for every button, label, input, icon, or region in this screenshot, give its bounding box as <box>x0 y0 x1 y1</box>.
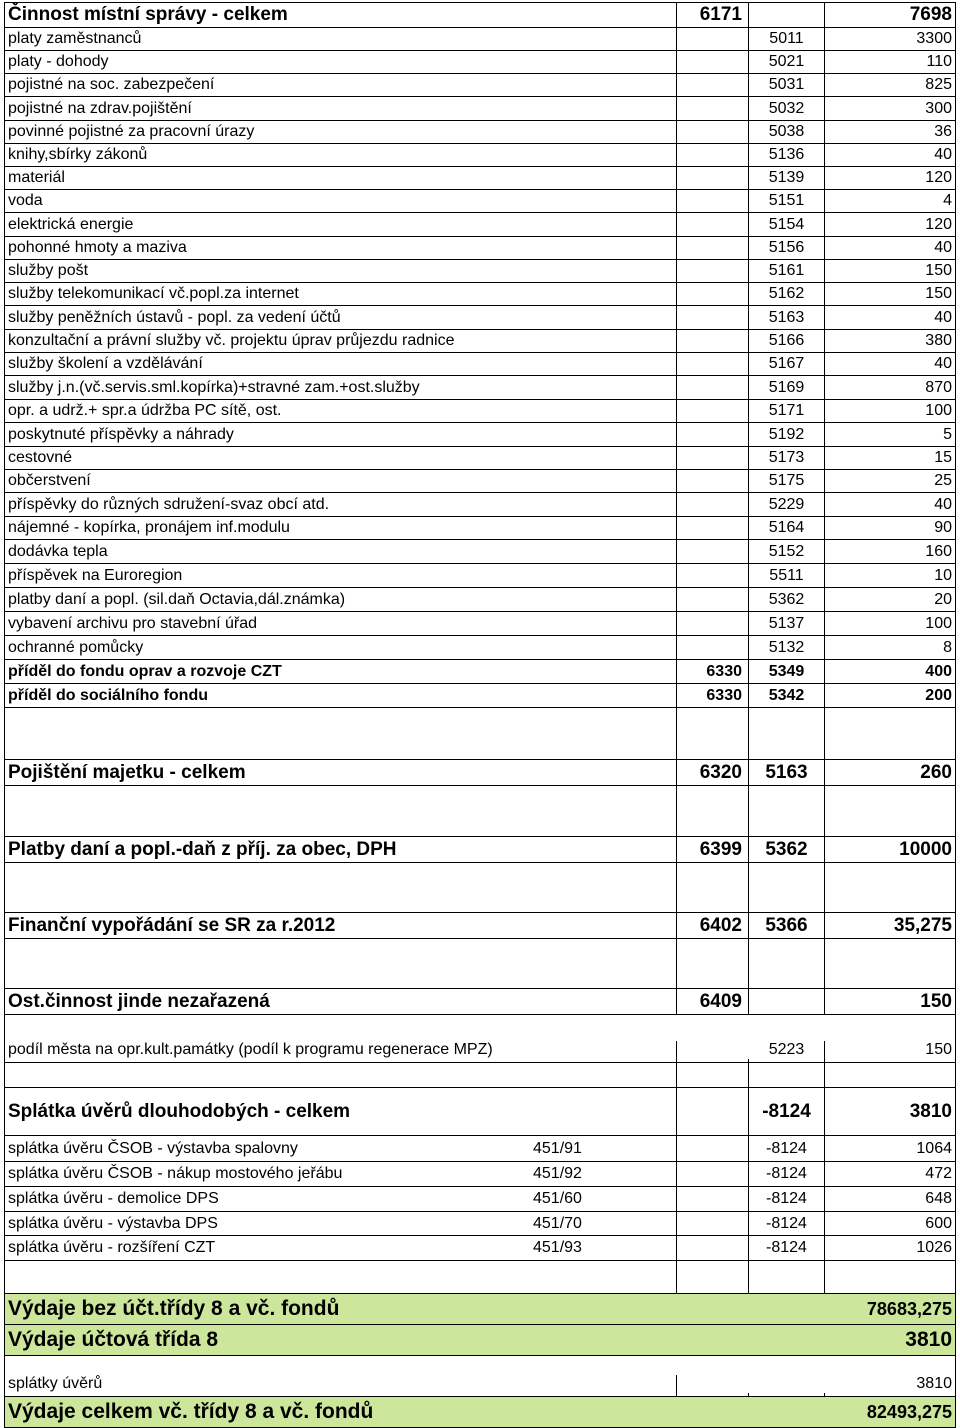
loan-account-number: 451/91 <box>533 1139 582 1157</box>
table-row <box>4 1136 956 1162</box>
row-label: služby pošt <box>5 260 677 282</box>
table-row <box>4 660 956 684</box>
row-label: vybavení archivu pro stavební úřad <box>5 612 677 635</box>
row-value: 90 <box>934 519 952 536</box>
row-item-code: 5021 <box>749 51 825 73</box>
row-item-code: 5038 <box>749 121 825 143</box>
row-item-code: 5171 <box>749 400 825 422</box>
row-value: 20 <box>934 590 952 608</box>
table-row <box>4 470 956 493</box>
row-label: konzultační a právní služby vč. projektu úprav průjezdu radnice <box>5 330 677 352</box>
row-label: příděl do fondu oprav a rozvoje CZT <box>5 660 677 683</box>
row-item-code: 5152 <box>749 540 825 563</box>
row-label <box>5 708 677 759</box>
row-section-code: 6330 <box>677 660 749 683</box>
row-label: opr. a udrž.+ spr.a údržba PC sítě, ost. <box>5 400 677 422</box>
blank-row <box>4 1261 956 1294</box>
row-value: 150 <box>925 262 952 279</box>
row-section-code <box>677 493 749 516</box>
row-label: povinné pojistné za pracovní úrazy <box>5 121 677 143</box>
row-section-code <box>677 1325 749 1355</box>
row-label: platy - dohody <box>5 51 677 73</box>
row-label: materiál <box>5 167 677 189</box>
table-row <box>4 1397 956 1428</box>
row-item-code: 5192 <box>749 423 825 446</box>
row-label: Platby daní a popl.-daň z příj. za obec, DPH <box>5 837 677 862</box>
row-value: 8 <box>943 638 952 656</box>
row-value: 40 <box>934 239 952 256</box>
row-section-code <box>677 636 749 659</box>
table-row <box>4 1236 956 1261</box>
row-section-code <box>677 144 749 166</box>
row-value <box>825 1063 955 1087</box>
row-item-code: -8124 <box>749 1088 825 1135</box>
row-item-code: 5011 <box>749 28 825 50</box>
row-value: 150 <box>925 1041 952 1058</box>
table-row <box>4 564 956 588</box>
row-value: 648 <box>925 1190 952 1207</box>
table-row <box>4 1356 956 1397</box>
row-item-code <box>749 708 825 759</box>
row-label: služby peněžních ústavů - popl. za vedení účtů <box>5 306 677 329</box>
row-label: pohonné hmoty a maziva <box>5 237 677 259</box>
row-section-code <box>677 353 749 375</box>
row-section-code <box>677 1236 749 1260</box>
row-item-code <box>749 3 825 27</box>
row-label: Ost.činnost jinde nezařazená <box>5 989 677 1014</box>
row-item-code <box>749 1261 825 1293</box>
row-item-code: 5175 <box>749 470 825 492</box>
row-label: Pojištění majetku - celkem <box>5 760 677 785</box>
table-row <box>4 1212 956 1236</box>
loan-account-number: 451/70 <box>533 1214 582 1232</box>
row-value: 110 <box>926 53 952 70</box>
row-value: 40 <box>934 495 952 513</box>
table-row <box>4 517 956 540</box>
table-row <box>4 612 956 636</box>
row-item-code <box>749 1397 825 1427</box>
row-label: splátka úvěru ČSOB - výstavba spalovny <box>5 1136 677 1161</box>
row-value: 25 <box>934 472 952 489</box>
row-item-code <box>749 939 825 988</box>
table-row <box>4 213 956 237</box>
row-value: 3300 <box>916 30 952 47</box>
row-value: 35,275 <box>893 914 952 936</box>
row-item-code: 5136 <box>749 144 825 166</box>
row-section-code <box>677 1261 749 1293</box>
row-section-code <box>677 708 749 759</box>
row-item-code: 5511 <box>749 564 825 587</box>
row-value: 7698 <box>909 4 952 25</box>
row-value: 40 <box>934 308 952 326</box>
row-label: voda <box>5 190 677 212</box>
row-section-code: 6402 <box>677 913 749 938</box>
row-label: splátka úvěru ČSOB - nákup mostového jeřábu <box>5 1162 677 1186</box>
row-value: 300 <box>925 99 952 117</box>
row-label: Výdaje celkem vč. třídy 8 a vč. fondů <box>8 1400 374 1423</box>
row-section-code <box>677 1063 749 1087</box>
row-value: 3810 <box>909 1100 952 1122</box>
table-row <box>4 353 956 376</box>
row-item-code: 5162 <box>749 283 825 305</box>
row-value: 15 <box>934 449 952 466</box>
row-section-code: 6409 <box>677 989 749 1014</box>
row-label: služby telekomunikací vč.popl.za internet <box>5 283 677 305</box>
table-row <box>4 121 956 144</box>
row-section-code <box>677 190 749 212</box>
row-section-code: 6399 <box>677 837 749 862</box>
row-section-code <box>677 237 749 259</box>
row-section-code <box>677 588 749 611</box>
row-section-code <box>677 470 749 492</box>
row-section-code <box>677 786 749 836</box>
row-section-code <box>677 213 749 236</box>
row-value: 3810 <box>905 1328 952 1351</box>
blank-row <box>4 786 956 837</box>
table-row <box>4 447 956 470</box>
row-section-code <box>677 376 749 399</box>
row-item-code <box>749 1393 825 1396</box>
row-value: 4 <box>943 192 952 209</box>
row-item-code: 5151 <box>749 190 825 212</box>
row-item-code <box>749 1294 825 1324</box>
row-label: pojistné na soc. zabezpečení <box>5 74 677 96</box>
row-item-code <box>749 1325 825 1355</box>
row-item-code: 5163 <box>749 760 825 785</box>
row-value: 260 <box>920 761 952 783</box>
table-row <box>4 376 956 400</box>
row-section-code <box>677 51 749 73</box>
row-value: 380 <box>925 332 952 349</box>
table-row <box>4 260 956 283</box>
row-value: 200 <box>925 686 952 704</box>
row-value: 120 <box>925 215 952 233</box>
row-item-code: 5362 <box>749 588 825 611</box>
row-label: cestovné <box>5 447 677 469</box>
row-section-code <box>677 1187 749 1211</box>
row-item-code: 5342 <box>749 684 825 707</box>
row-value <box>825 786 955 836</box>
row-section-code <box>677 1059 749 1062</box>
blank-row <box>4 1063 956 1088</box>
row-value: 40 <box>934 355 952 372</box>
table-row <box>4 493 956 517</box>
row-item-code <box>749 863 825 912</box>
row-item-code: 5223 <box>749 1041 825 1062</box>
row-section-code: 6320 <box>677 760 749 785</box>
row-label: služby j.n.(vč.servis.sml.kopírka)+stravné zam.+ost.služby <box>5 376 677 399</box>
table-row <box>4 330 956 353</box>
table-row <box>4 913 956 939</box>
row-label: dodávka tepla <box>5 540 677 563</box>
row-item-code: 5173 <box>749 447 825 469</box>
table-row <box>4 2 956 28</box>
table-row <box>4 588 956 612</box>
row-label: Výdaje účtová třída 8 <box>8 1328 219 1351</box>
row-item-code: 5229 <box>749 493 825 516</box>
table-row <box>4 306 956 330</box>
row-section-code <box>677 863 749 912</box>
row-section-code <box>677 74 749 96</box>
row-item-code: 5032 <box>749 97 825 120</box>
row-section-code <box>677 423 749 446</box>
row-value: 40 <box>934 146 952 163</box>
row-label: platby daní a popl. (sil.daň Octavia,dál.známka) <box>5 588 677 611</box>
row-section-code <box>677 97 749 120</box>
row-item-code: -8124 <box>749 1187 825 1211</box>
row-item-code: 5167 <box>749 353 825 375</box>
row-label <box>5 863 677 912</box>
row-value: 10 <box>934 566 952 584</box>
table-row <box>4 400 956 423</box>
row-item-code: 5169 <box>749 376 825 399</box>
blank-row <box>4 708 956 760</box>
row-label: splátka úvěru - demolice DPS <box>5 1187 677 1211</box>
row-label: Činnost místní správy - celkem <box>5 3 677 27</box>
table-row <box>4 190 956 213</box>
table-row <box>4 167 956 190</box>
row-section-code <box>677 1136 749 1161</box>
row-item-code: -8124 <box>749 1136 825 1161</box>
row-value: 82493,275 <box>866 1401 952 1422</box>
row-value: 100 <box>925 402 952 419</box>
row-label: příspěvek na Euroregion <box>5 564 677 587</box>
row-label: Výdaje bez účt.třídy 8 a vč. fondů <box>8 1297 340 1320</box>
row-section-code <box>677 1294 749 1324</box>
table-row <box>4 28 956 51</box>
row-section-code <box>677 1397 749 1427</box>
table-row <box>4 989 956 1015</box>
row-section-code <box>677 167 749 189</box>
row-label: splátka úvěru - rozšíření CZT <box>5 1236 677 1260</box>
row-label: poskytnuté příspěvky a náhrady <box>5 423 677 446</box>
row-item-code: 5031 <box>749 74 825 96</box>
row-section-code <box>677 121 749 143</box>
row-label: Finanční vypořádání se SR za r.2012 <box>5 913 677 938</box>
row-item-code: -8124 <box>749 1162 825 1186</box>
row-value: 870 <box>925 378 952 396</box>
table-row <box>4 51 956 74</box>
row-section-code <box>677 400 749 422</box>
row-value: 1064 <box>916 1139 952 1157</box>
table-row <box>4 1325 956 1356</box>
row-section-code <box>677 260 749 282</box>
row-label: občerstvení <box>5 470 677 492</box>
row-section-code <box>677 306 749 329</box>
row-label: podíl města na opr.kult.památky (podíl k programu regenerace MPZ) <box>5 1041 677 1062</box>
table-row <box>4 837 956 863</box>
row-label: knihy,sbírky zákonů <box>5 144 677 166</box>
table-row <box>4 423 956 447</box>
row-item-code: -8124 <box>749 1212 825 1235</box>
row-item-code: 5166 <box>749 330 825 352</box>
row-item-code: 5161 <box>749 260 825 282</box>
row-section-code <box>677 330 749 352</box>
blank-row <box>4 939 956 989</box>
row-item-code: -8124 <box>749 1236 825 1260</box>
row-label: splátky úvěrů <box>5 1375 677 1396</box>
row-section-code <box>677 28 749 50</box>
row-section-code <box>677 540 749 563</box>
row-value: 120 <box>925 169 952 186</box>
row-label: služby školení a vzdělávání <box>5 353 677 375</box>
table-row <box>4 540 956 564</box>
table-row <box>4 1187 956 1212</box>
table-row <box>4 636 956 660</box>
row-item-code <box>749 786 825 836</box>
row-section-code <box>677 517 749 539</box>
row-item-code: 5137 <box>749 612 825 635</box>
row-label: ochranné pomůcky <box>5 636 677 659</box>
row-item-code: 5163 <box>749 306 825 329</box>
row-value: 5 <box>943 425 952 443</box>
row-value: 400 <box>925 662 952 680</box>
row-label <box>5 939 677 988</box>
row-item-code: 5164 <box>749 517 825 539</box>
row-item-code: 5349 <box>749 660 825 683</box>
row-value <box>825 708 955 759</box>
row-label: elektrická energie <box>5 213 677 236</box>
table-row <box>4 1088 956 1136</box>
row-section-code <box>677 939 749 988</box>
row-item-code <box>749 989 825 1014</box>
row-item-code: 5156 <box>749 237 825 259</box>
row-label: nájemné - kopírka, pronájem inf.modulu <box>5 517 677 539</box>
row-value: 3810 <box>916 1375 952 1392</box>
table-row <box>4 237 956 260</box>
row-value: 36 <box>934 123 952 140</box>
row-label: příděl do sociálního fondu <box>5 684 677 707</box>
row-value <box>825 1261 955 1293</box>
row-item-code: 5362 <box>749 837 825 862</box>
row-value: 825 <box>925 76 952 93</box>
row-item-code: 5154 <box>749 213 825 236</box>
table-row <box>4 144 956 167</box>
blank-row <box>4 863 956 913</box>
table-row <box>4 684 956 708</box>
row-label: příspěvky do různých sdružení-svaz obcí atd. <box>5 493 677 516</box>
row-item-code: 5366 <box>749 913 825 938</box>
row-label: Splátka úvěrů dlouhodobých - celkem <box>5 1088 677 1135</box>
table-row <box>4 74 956 97</box>
row-section-code <box>677 1212 749 1235</box>
table-row <box>4 97 956 121</box>
row-section-code <box>677 283 749 305</box>
row-section-code <box>677 1088 749 1135</box>
table-row <box>4 283 956 306</box>
table-row <box>4 1294 956 1325</box>
row-section-code <box>677 564 749 587</box>
row-value: 10000 <box>899 838 952 860</box>
row-label <box>5 1063 677 1087</box>
loan-account-number: 451/93 <box>533 1239 582 1256</box>
row-value <box>825 863 955 912</box>
row-item-code: 5139 <box>749 167 825 189</box>
row-label: pojistné na zdrav.pojištění <box>5 97 677 120</box>
row-label <box>5 786 677 836</box>
row-label <box>5 1261 677 1293</box>
row-label: platy zaměstnanců <box>5 28 677 50</box>
loan-account-number: 451/92 <box>533 1165 582 1182</box>
row-value: 472 <box>925 1165 952 1182</box>
row-value: 150 <box>925 285 952 302</box>
row-label: splátka úvěru - výstavba DPS <box>5 1212 677 1235</box>
table-row <box>4 1162 956 1187</box>
row-section-code: 6330 <box>677 684 749 707</box>
row-item-code: 5132 <box>749 636 825 659</box>
row-value: 600 <box>925 1214 952 1232</box>
row-value: 150 <box>920 990 952 1012</box>
row-section-code <box>677 1162 749 1186</box>
row-value <box>825 939 955 988</box>
row-value: 1026 <box>916 1239 952 1256</box>
row-section-code <box>677 612 749 635</box>
row-value: 100 <box>925 614 952 632</box>
row-section-code: 6171 <box>677 3 749 27</box>
table-row <box>4 760 956 786</box>
row-section-code <box>677 1393 749 1396</box>
row-value: 78683,275 <box>866 1298 952 1319</box>
table-row <box>4 1015 956 1063</box>
row-item-code <box>749 1063 825 1087</box>
row-value: 160 <box>925 542 952 560</box>
row-section-code <box>677 447 749 469</box>
loan-account-number: 451/60 <box>533 1190 582 1207</box>
